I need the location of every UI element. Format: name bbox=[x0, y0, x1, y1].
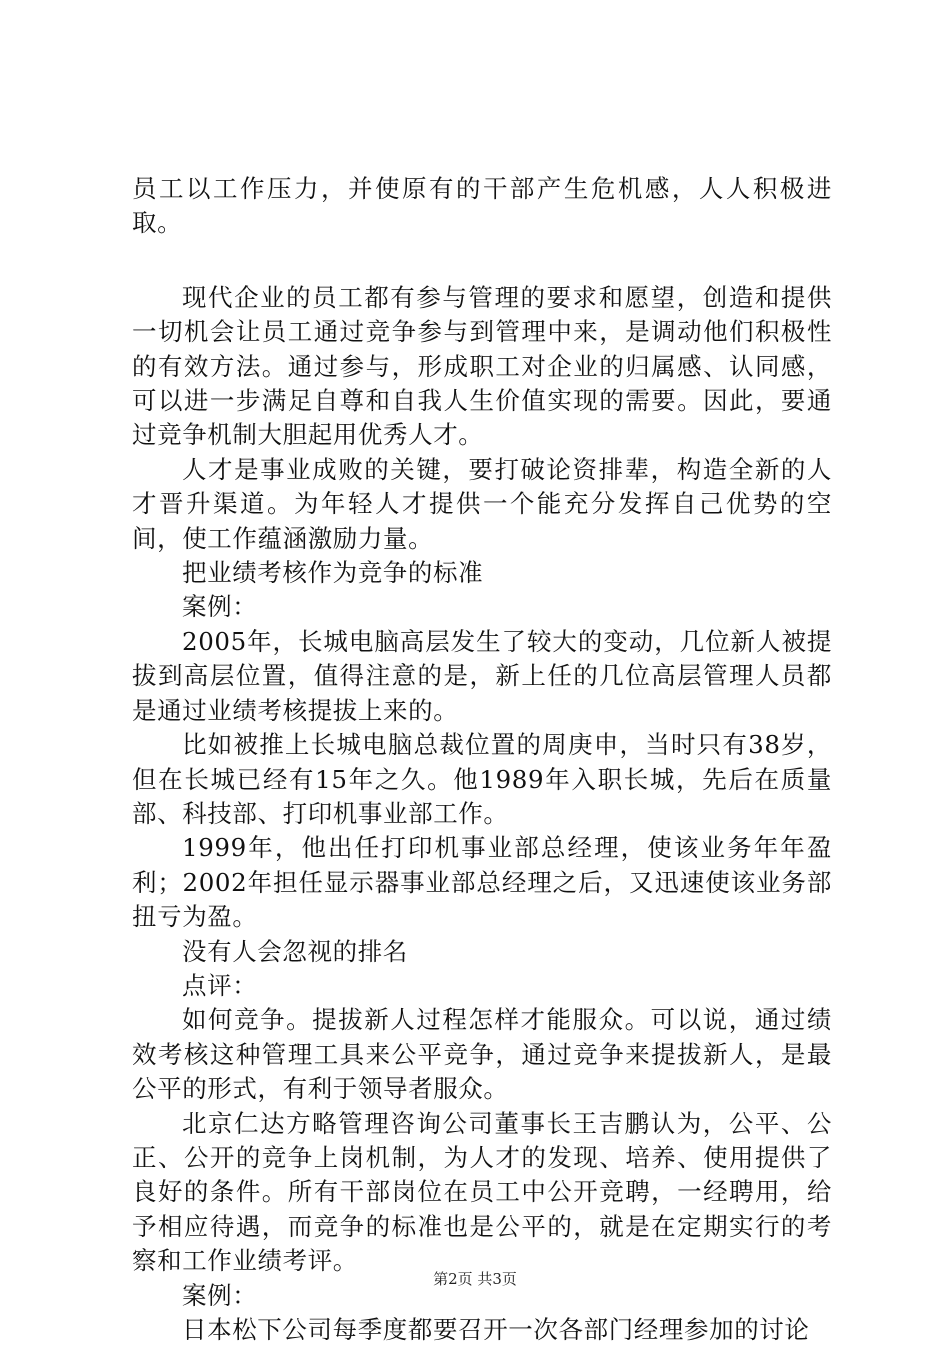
paragraph: 如何竞争。提拔新人过程怎样才能服众。可以说，通过绩效考核这种管理工具来公平竞争，通过竞争来提拔新人，是最公平的形式，有利于领导者服众。 bbox=[132, 1005, 832, 1104]
section-heading: 把业绩考核作为竞争的标准 bbox=[182, 558, 484, 588]
page-footer: 第2页 共3页 bbox=[433, 1270, 517, 1288]
paragraph: 日本松下公司每季度都要召开一次各部门经理参加的讨论 bbox=[182, 1315, 810, 1344]
case-label: 案例： bbox=[182, 1280, 258, 1310]
paragraph: 比如被推上长城电脑总裁位置的周庚申，当时只有38岁，但在长城已经有15年之久。他1989年入职长城，先后在质量部、科技部、打印机事业部工作。 bbox=[132, 730, 832, 828]
section-heading: 没有人会忽视的排名 bbox=[182, 936, 408, 966]
paragraph: 北京仁达方略管理咨询公司董事长王吉鹏认为，公平、公正、公开的竞争上岗机制，为人才的发现、培养、使用提供了良好的条件。所有干部岗位在员工中公开竞聘，一经聘用，给予相应待遇，而竞争的标准也是公平的，就是在定期实行的考察和工作业绩考评。 bbox=[132, 1108, 832, 1276]
paragraph: 员工以工作压力，并使原有的干部产生危机感，人人积极进取。 bbox=[132, 174, 832, 238]
paragraph: 1999年，他出任打印机事业部总经理，使该业务年年盈利；2002年担任显示器事业部总经理之后，又迅速使该业务部扭亏为盈。 bbox=[132, 833, 832, 932]
comment-label: 点评： bbox=[182, 970, 258, 1000]
paragraph: 现代企业的员工都有参与管理的要求和愿望，创造和提供一切机会让员工通过竞争参与到管理中来，是调动他们积极性的有效方法。通过参与，形成职工对企业的归属感、认同感，可以进一步满足自尊和自我人生价值实现的需要。因此，要通过竞争机制大胆起用优秀人才。 bbox=[132, 282, 832, 450]
paragraph: 人才是事业成败的关键，要打破论资排辈，构造全新的人才晋升渠道。为年轻人才提供一个能充分发挥自己优势的空间，使工作蕴涵激励力量。 bbox=[132, 454, 832, 553]
paragraph: 2005年，长城电脑高层发生了较大的变动，几位新人被提拔到高层位置，值得注意的是，新上任的几位高层管理人员都是通过业绩考核提拔上来的。 bbox=[132, 626, 832, 725]
case-label: 案例： bbox=[182, 592, 258, 622]
document-body bbox=[132, 172, 832, 1347]
